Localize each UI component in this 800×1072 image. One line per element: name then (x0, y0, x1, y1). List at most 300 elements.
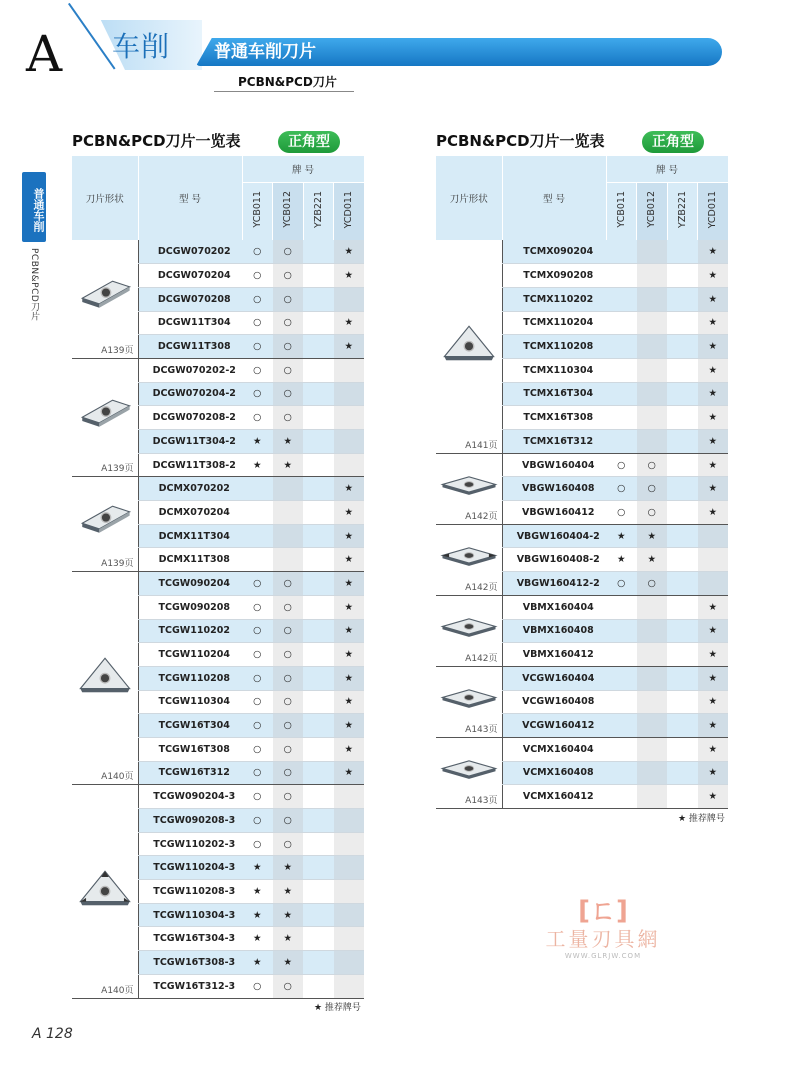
grade-mark: ★ (273, 903, 304, 927)
grade-mark (637, 619, 668, 643)
grade-mark (637, 335, 668, 359)
grade-mark (303, 785, 334, 809)
grade-mark (667, 501, 698, 525)
grade-mark: ★ (637, 524, 668, 548)
grade-mark (334, 358, 365, 382)
grade-mark (667, 524, 698, 548)
grade-mark: ★ (334, 477, 365, 501)
grade-mark: ★ (242, 903, 273, 927)
rhombus-35-insert-icon (439, 751, 499, 787)
grade-mark (698, 524, 729, 548)
model-cell: TCGW16T308-3 (138, 951, 242, 975)
grade-mark: ★ (698, 619, 729, 643)
grade-mark (303, 264, 334, 288)
grade-mark: ○ (606, 477, 637, 501)
model-cell: DCGW11T308 (138, 335, 242, 359)
insert-shape-cell (436, 453, 502, 524)
grade-mark: ★ (334, 761, 365, 785)
grade-mark (334, 809, 365, 833)
model-cell: VCGW160412 (502, 714, 606, 738)
insert-shape-cell (72, 240, 138, 358)
section-letter: A (26, 25, 63, 83)
grade-mark (667, 714, 698, 738)
model-cell: TCGW110204-3 (138, 856, 242, 880)
grade-mark (667, 406, 698, 430)
grade-mark: ★ (698, 382, 729, 406)
grade-mark (334, 287, 365, 311)
insert-shape-cell (72, 477, 138, 572)
model-cell: TCGW090204 (138, 572, 242, 596)
grade-mark (303, 358, 334, 382)
grade-mark (667, 335, 698, 359)
table-row (436, 595, 728, 619)
grade-mark: ★ (698, 287, 729, 311)
grade-mark: ★ (698, 240, 729, 264)
grade-mark (303, 809, 334, 833)
model-cell: VBGW160412-2 (502, 572, 606, 596)
grade-mark (242, 501, 273, 525)
grade-mark (334, 903, 365, 927)
grade-mark: ★ (698, 311, 729, 335)
grade-mark: ★ (698, 430, 729, 454)
grade-mark: ○ (242, 785, 273, 809)
model-cell: TCGW110204 (138, 643, 242, 667)
model-cell: TCMX110208 (502, 335, 606, 359)
model-cell: TCGW110304 (138, 690, 242, 714)
model-cell: DCMX070204 (138, 501, 242, 525)
grade-mark (667, 548, 698, 572)
watermark-name: 工量刃具網 (545, 927, 661, 951)
shape-column-header: 刀片形状 (72, 156, 138, 240)
grade-mark: ★ (334, 548, 365, 572)
grade-header: YCB012 (282, 191, 294, 229)
grade-mark (667, 572, 698, 596)
grade-mark (637, 358, 668, 382)
model-cell: DCGW070204 (138, 264, 242, 288)
grade-mark: ★ (273, 453, 304, 477)
grade-mark: ★ (698, 785, 729, 809)
grade-mark: ★ (242, 430, 273, 454)
grade-mark (303, 619, 334, 643)
grade-mark: ★ (334, 737, 365, 761)
grade-mark (303, 951, 334, 975)
grade-mark: ○ (242, 240, 273, 264)
model-cell: VBGW160408 (502, 477, 606, 501)
rhombus-55-insert-icon (75, 503, 135, 539)
grade-mark (242, 548, 273, 572)
grade-mark: ★ (698, 477, 729, 501)
table-row (72, 477, 364, 501)
header-divider (68, 3, 116, 70)
grade-mark: ○ (242, 335, 273, 359)
model-cell: TCGW110208-3 (138, 880, 242, 904)
insert-shape-cell (436, 240, 502, 453)
table-row (72, 358, 364, 382)
page-reference: A141页 (465, 440, 498, 451)
model-cell: TCMX16T304 (502, 382, 606, 406)
grade-mark (273, 548, 304, 572)
section-category: 车削 (112, 30, 171, 63)
table-row (436, 737, 728, 761)
insert-shape-cell (72, 785, 138, 998)
grade-mark: ★ (334, 595, 365, 619)
grade-mark (637, 430, 668, 454)
grade-mark: ★ (698, 666, 729, 690)
grade-mark: ★ (698, 761, 729, 785)
grade-mark: ★ (334, 264, 365, 288)
model-cell: TCMX090204 (502, 240, 606, 264)
grade-mark: ○ (242, 690, 273, 714)
grade-mark: ○ (242, 761, 273, 785)
grade-mark: ○ (606, 501, 637, 525)
grade-mark (303, 737, 334, 761)
grade-mark (667, 785, 698, 809)
grade-mark: ○ (242, 832, 273, 856)
grade-mark: ○ (273, 619, 304, 643)
watermark (538, 896, 668, 960)
model-cell: TCGW090208-3 (138, 809, 242, 833)
model-cell: TCGW090208 (138, 595, 242, 619)
grade-mark: ○ (273, 809, 304, 833)
grade-mark (303, 453, 334, 477)
grade-mark (334, 832, 365, 856)
grade-mark: ★ (698, 335, 729, 359)
grade-mark: ★ (334, 240, 365, 264)
grade-mark (303, 477, 334, 501)
grade-header: YZB221 (676, 191, 688, 229)
grade-mark (303, 595, 334, 619)
table-row (436, 453, 728, 477)
grade-mark: ★ (698, 595, 729, 619)
page-subtitle: PCBN&PCD刀片 (238, 75, 337, 89)
grade-mark (303, 974, 334, 998)
grade-mark: ○ (273, 690, 304, 714)
grade-mark (637, 643, 668, 667)
table-row (436, 524, 728, 548)
grade-mark: ○ (273, 714, 304, 738)
grade-mark (606, 714, 637, 738)
grade-mark: ○ (273, 761, 304, 785)
grade-mark: ○ (273, 240, 304, 264)
grade-mark: ○ (242, 382, 273, 406)
grade-mark (698, 548, 729, 572)
grade-header: YCD011 (707, 191, 719, 229)
grade-mark (606, 619, 637, 643)
model-cell: DCGW070208-2 (138, 406, 242, 430)
grade-mark (606, 643, 637, 667)
model-cell: TCMX110204 (502, 311, 606, 335)
grade-mark: ★ (698, 643, 729, 667)
grade-mark: ○ (273, 737, 304, 761)
page-reference: A139页 (101, 559, 134, 570)
grade-mark (606, 264, 637, 288)
model-cell: VBMX160412 (502, 643, 606, 667)
grade-mark (667, 619, 698, 643)
grade-mark: ★ (698, 690, 729, 714)
insert-shape-cell (72, 572, 138, 785)
grade-header: YCB011 (615, 191, 627, 229)
grade-mark (606, 240, 637, 264)
grade-mark: ○ (242, 358, 273, 382)
grade-mark: ★ (334, 666, 365, 690)
watermark-logo-icon: [ㄈ] (578, 896, 628, 926)
model-cell: VCMX160412 (502, 785, 606, 809)
grade-mark: ★ (273, 951, 304, 975)
table-row (436, 666, 728, 690)
grade-mark (334, 880, 365, 904)
left-insert-table (72, 156, 365, 999)
grade-mark: ○ (273, 311, 304, 335)
grade-mark: ○ (273, 572, 304, 596)
grade-mark (606, 761, 637, 785)
grade-mark: ○ (273, 785, 304, 809)
grade-mark: ○ (242, 287, 273, 311)
grade-mark: ★ (334, 690, 365, 714)
left-table-title: PCBN&PCD刀片一览表 (72, 132, 241, 150)
model-cell: DCMX11T308 (138, 548, 242, 572)
grade-mark (637, 761, 668, 785)
grade-mark (303, 880, 334, 904)
grade-mark (667, 430, 698, 454)
model-cell: TCMX16T308 (502, 406, 606, 430)
rhombus-35-insert-icon (439, 467, 499, 503)
grade-mark: ○ (637, 501, 668, 525)
model-cell: TCGW16T304 (138, 714, 242, 738)
model-cell: TCGW110202 (138, 619, 242, 643)
insert-shape-cell (436, 666, 502, 737)
grade-mark: ★ (606, 524, 637, 548)
model-cell: DCGW070204-2 (138, 382, 242, 406)
model-cell: VBMX160408 (502, 619, 606, 643)
grade-mark: ★ (334, 335, 365, 359)
model-cell: TCGW090204-3 (138, 785, 242, 809)
grade-mark: ★ (606, 548, 637, 572)
model-cell: TCGW110304-3 (138, 903, 242, 927)
grade-mark: ○ (242, 666, 273, 690)
grade-mark (334, 951, 365, 975)
grade-mark: ★ (273, 880, 304, 904)
model-column-header: 型 号 (502, 156, 606, 240)
grade-mark (667, 453, 698, 477)
grade-mark: ★ (698, 501, 729, 525)
model-cell: DCGW070208 (138, 287, 242, 311)
grade-mark (303, 548, 334, 572)
grade-header: YZB221 (312, 191, 324, 229)
grade-mark (606, 430, 637, 454)
grade-mark (637, 595, 668, 619)
grade-mark (242, 477, 273, 501)
grade-mark (606, 595, 637, 619)
grade-mark: ○ (273, 287, 304, 311)
grade-mark: ○ (273, 974, 304, 998)
grade-header: YCB012 (646, 191, 658, 229)
grade-mark (637, 406, 668, 430)
side-tab: 普通车削 (22, 172, 46, 242)
grade-mark (303, 690, 334, 714)
model-cell: TCGW16T312 (138, 761, 242, 785)
grade-mark: ○ (242, 714, 273, 738)
grade-mark (667, 358, 698, 382)
grade-mark: ○ (242, 809, 273, 833)
grade-mark: ○ (242, 643, 273, 667)
grade-mark: ★ (273, 430, 304, 454)
grade-mark (334, 406, 365, 430)
grade-mark (303, 311, 334, 335)
grade-mark: ★ (242, 951, 273, 975)
rhombus-35-corners-insert-icon (439, 538, 499, 574)
grade-mark (637, 382, 668, 406)
side-label: PCBN&PCD刀片 (29, 248, 39, 322)
grade-mark (667, 643, 698, 667)
model-cell: TCGW110208 (138, 666, 242, 690)
grade-mark: ★ (698, 453, 729, 477)
grade-mark (334, 382, 365, 406)
model-cell: DCGW11T308-2 (138, 453, 242, 477)
grade-mark: ★ (334, 501, 365, 525)
grade-mark: ★ (242, 880, 273, 904)
model-cell: DCGW11T304 (138, 311, 242, 335)
grade-mark: ★ (334, 572, 365, 596)
table-row (72, 785, 364, 809)
triangle-insert-icon (75, 657, 135, 693)
grade-mark: ○ (637, 477, 668, 501)
shape-column-header: 刀片形状 (436, 156, 502, 240)
grade-mark (334, 453, 365, 477)
grade-mark (273, 501, 304, 525)
grade-mark (637, 785, 668, 809)
grade-mark (334, 430, 365, 454)
grade-mark: ○ (242, 264, 273, 288)
grade-mark (303, 501, 334, 525)
grade-mark: ○ (606, 453, 637, 477)
page-reference: A143页 (465, 724, 498, 735)
grade-mark (606, 406, 637, 430)
grade-mark (303, 335, 334, 359)
grade-mark (303, 666, 334, 690)
grade-mark: ○ (637, 572, 668, 596)
grade-mark (303, 643, 334, 667)
grade-mark: ★ (698, 737, 729, 761)
model-cell: DCGW070202 (138, 240, 242, 264)
model-cell: DCMX11T304 (138, 524, 242, 548)
rhombus-35-insert-icon (439, 609, 499, 645)
grade-mark (667, 287, 698, 311)
grade-mark (667, 477, 698, 501)
grade-mark (667, 311, 698, 335)
grade-mark: ○ (242, 311, 273, 335)
insert-shape-cell (436, 737, 502, 808)
model-cell: VCGW160408 (502, 690, 606, 714)
grade-mark (303, 572, 334, 596)
grade-mark: ○ (273, 666, 304, 690)
grade-mark: ○ (242, 737, 273, 761)
grade-mark (606, 690, 637, 714)
grade-mark: ○ (242, 619, 273, 643)
grade-mark (303, 903, 334, 927)
grade-mark: ○ (242, 406, 273, 430)
grade-mark (637, 287, 668, 311)
model-column-header: 型 号 (138, 156, 242, 240)
model-cell: TCGW16T308 (138, 737, 242, 761)
grade-mark: ★ (698, 714, 729, 738)
grade-mark: ○ (273, 406, 304, 430)
page-reference: A139页 (101, 464, 134, 475)
right-table-badge: 正角型 (642, 131, 704, 153)
grade-mark (303, 832, 334, 856)
grade-mark (667, 690, 698, 714)
grade-mark (303, 406, 334, 430)
grade-mark: ○ (273, 832, 304, 856)
grade-mark (637, 240, 668, 264)
rhombus-35-insert-icon (439, 680, 499, 716)
grade-mark (667, 264, 698, 288)
model-cell: TCGW110202-3 (138, 832, 242, 856)
grade-mark (273, 477, 304, 501)
grade-mark (303, 287, 334, 311)
watermark-url: WWW.GLRJW.COM (564, 952, 642, 960)
grade-mark (606, 358, 637, 382)
right-insert-table (436, 156, 729, 809)
model-cell: VCGW160404 (502, 666, 606, 690)
grade-mark (637, 666, 668, 690)
grade-mark (606, 335, 637, 359)
model-cell: TCGW16T312-3 (138, 974, 242, 998)
subtitle-underline (214, 91, 354, 92)
grade-mark (667, 761, 698, 785)
triangle-insert-icon (439, 325, 499, 361)
grade-mark: ★ (334, 619, 365, 643)
page-title: 普通车削刀片 (214, 42, 316, 62)
triangle-corners-insert-icon (75, 870, 135, 906)
grade-mark (667, 666, 698, 690)
grade-mark: ★ (273, 856, 304, 880)
table-row (436, 240, 728, 264)
rhombus-80-insert-icon (75, 396, 135, 432)
page-reference: A142页 (465, 653, 498, 664)
grade-mark (303, 927, 334, 951)
model-cell: VBMX160404 (502, 595, 606, 619)
grade-mark: ○ (273, 595, 304, 619)
grade-mark: ○ (242, 974, 273, 998)
grade-mark: ○ (606, 572, 637, 596)
grade-mark (303, 714, 334, 738)
grade-mark: ★ (334, 643, 365, 667)
rhombus-80-insert-icon (75, 277, 135, 313)
insert-shape-cell (72, 358, 138, 476)
grade-mark: ○ (273, 335, 304, 359)
grade-mark: ★ (334, 714, 365, 738)
grade-mark (637, 737, 668, 761)
grade-mark (637, 311, 668, 335)
page-reference: A142页 (465, 582, 498, 593)
page-reference: A143页 (465, 796, 498, 806)
grade-mark: ○ (273, 358, 304, 382)
grade-column-header: 牌 号 (242, 156, 364, 182)
table-row (72, 240, 364, 264)
grade-mark (637, 264, 668, 288)
left-legend: ★ 推荐牌号 (314, 1003, 361, 1013)
grade-mark: ★ (242, 856, 273, 880)
right-legend: ★ 推荐牌号 (678, 814, 725, 824)
grade-mark (637, 714, 668, 738)
model-cell: DCGW070202-2 (138, 358, 242, 382)
grade-mark (303, 761, 334, 785)
insert-shape-cell (436, 595, 502, 666)
page-reference: A139页 (101, 345, 134, 356)
grade-mark (334, 974, 365, 998)
model-cell: TCMX090208 (502, 264, 606, 288)
model-cell: VCMX160404 (502, 737, 606, 761)
